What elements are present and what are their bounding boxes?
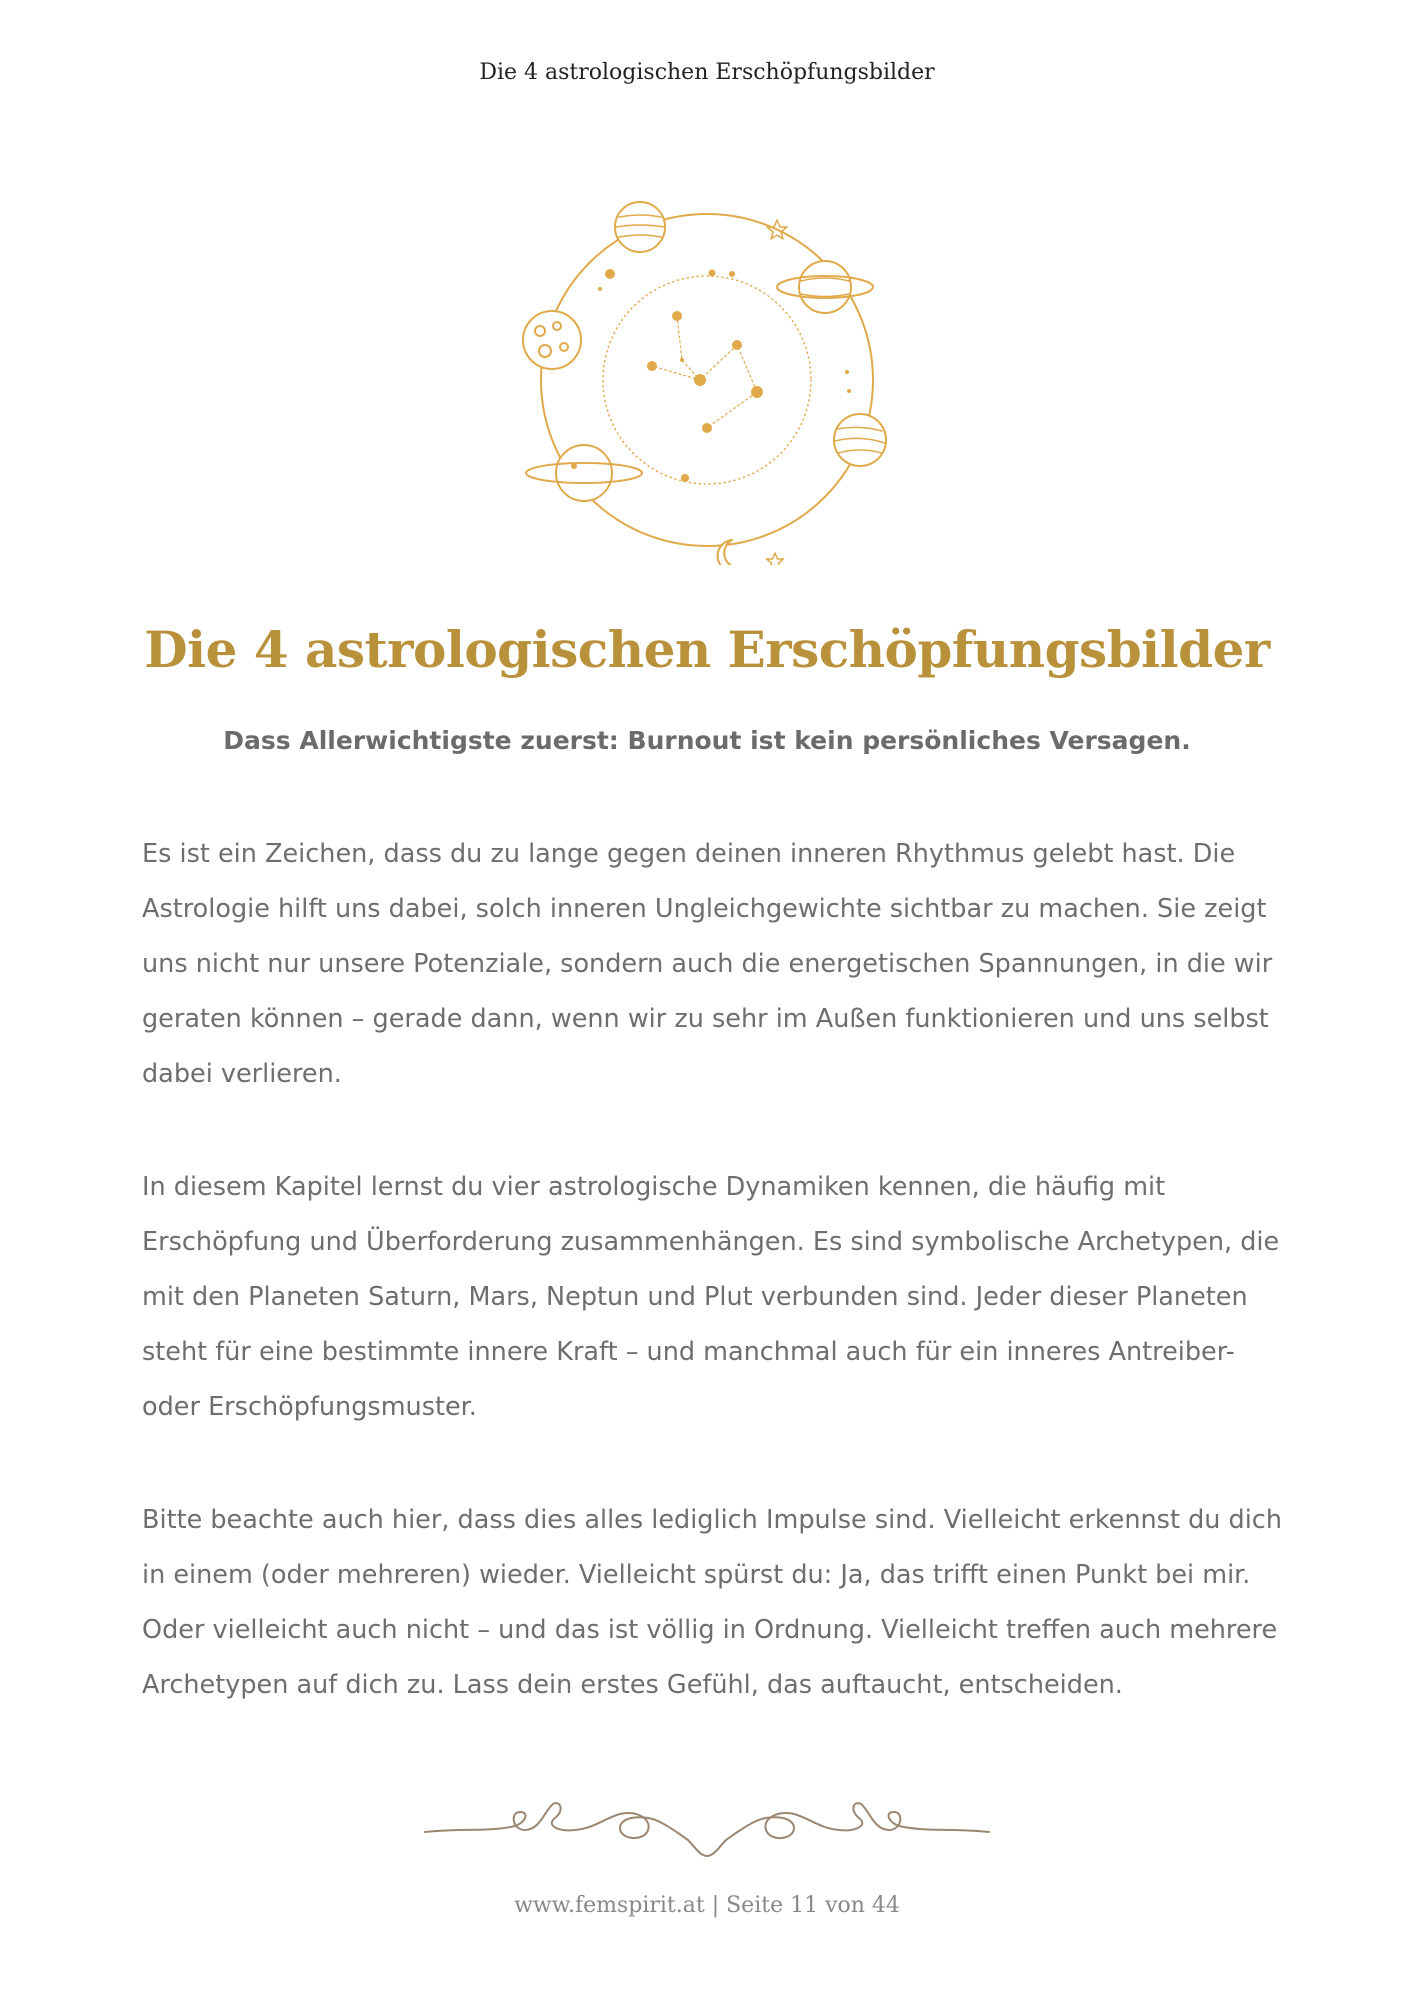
star-icon	[767, 553, 784, 565]
running-header: Die 4 astrologischen Erschöpfungsbilder	[479, 60, 935, 85]
jupiter-icon	[834, 414, 886, 466]
page-footer: www.femspirit.at | Seite 11 von 44	[514, 1893, 900, 1918]
page-title: Die 4 astrologischen Erschöpfungsbilder	[144, 620, 1270, 679]
constellation-stars	[647, 311, 763, 433]
body-paragraph: Bitte beachte auch hier, dass dies alles lediglich Impulse sind. Vielleicht erkennst du dich in einem (oder mehreren) wieder. Vielleicht spürst du: Ja, das trifft einen Punkt bei mir. Oder vielleicht auch nicht – und das ist völlig in Ordnung. Vielleicht treffen auch mehrere Archetypen auf dich zu. Lass dein erstes Gefühl, das auftaucht, entscheiden.	[142, 1505, 1282, 1700]
flourish-ornament-icon	[420, 1790, 994, 1860]
body-paragraph: Es ist ein Zeichen, dass du zu lange gegen deinen inneren Rhythmus gelebt hast. Die Astrologie hilft uns dabei, solch inneren Ungleichgewichte sichtbar zu machen. Sie zeigt uns nicht nur unsere Potenziale, sondern auch die energetischen Spannungen, in die wir geraten können – gerade dann, wenn wir zu sehr im Außen funktionieren und uns selbst dabei verlieren.	[142, 839, 1273, 1089]
body-paragraph: In diesem Kapitel lernst du vier astrologische Dynamiken kennen, die häufig mit Erschöpfung und Überforderung zusammenhängen. Es sind symbolische Archetypen, die mit den Planeten Saturn, Mars, Neptun und Plut verbunden sind. Jeder dieser Planeten steht für eine bestimmte innere Kraft – und manchmal auch für ein inneres Antreiber- oder Erschöpfungsmuster.	[142, 1172, 1280, 1422]
ringed-planet-icon	[526, 445, 642, 501]
planet-icon	[615, 202, 665, 252]
saturn-icon	[777, 261, 873, 313]
subtitle: Dass Allerwichtigste zuerst: Burnout ist kein persönliches Versagen.	[223, 726, 1191, 755]
moon-planet-icon	[523, 311, 581, 369]
astrology-constellation-icon	[522, 195, 892, 565]
